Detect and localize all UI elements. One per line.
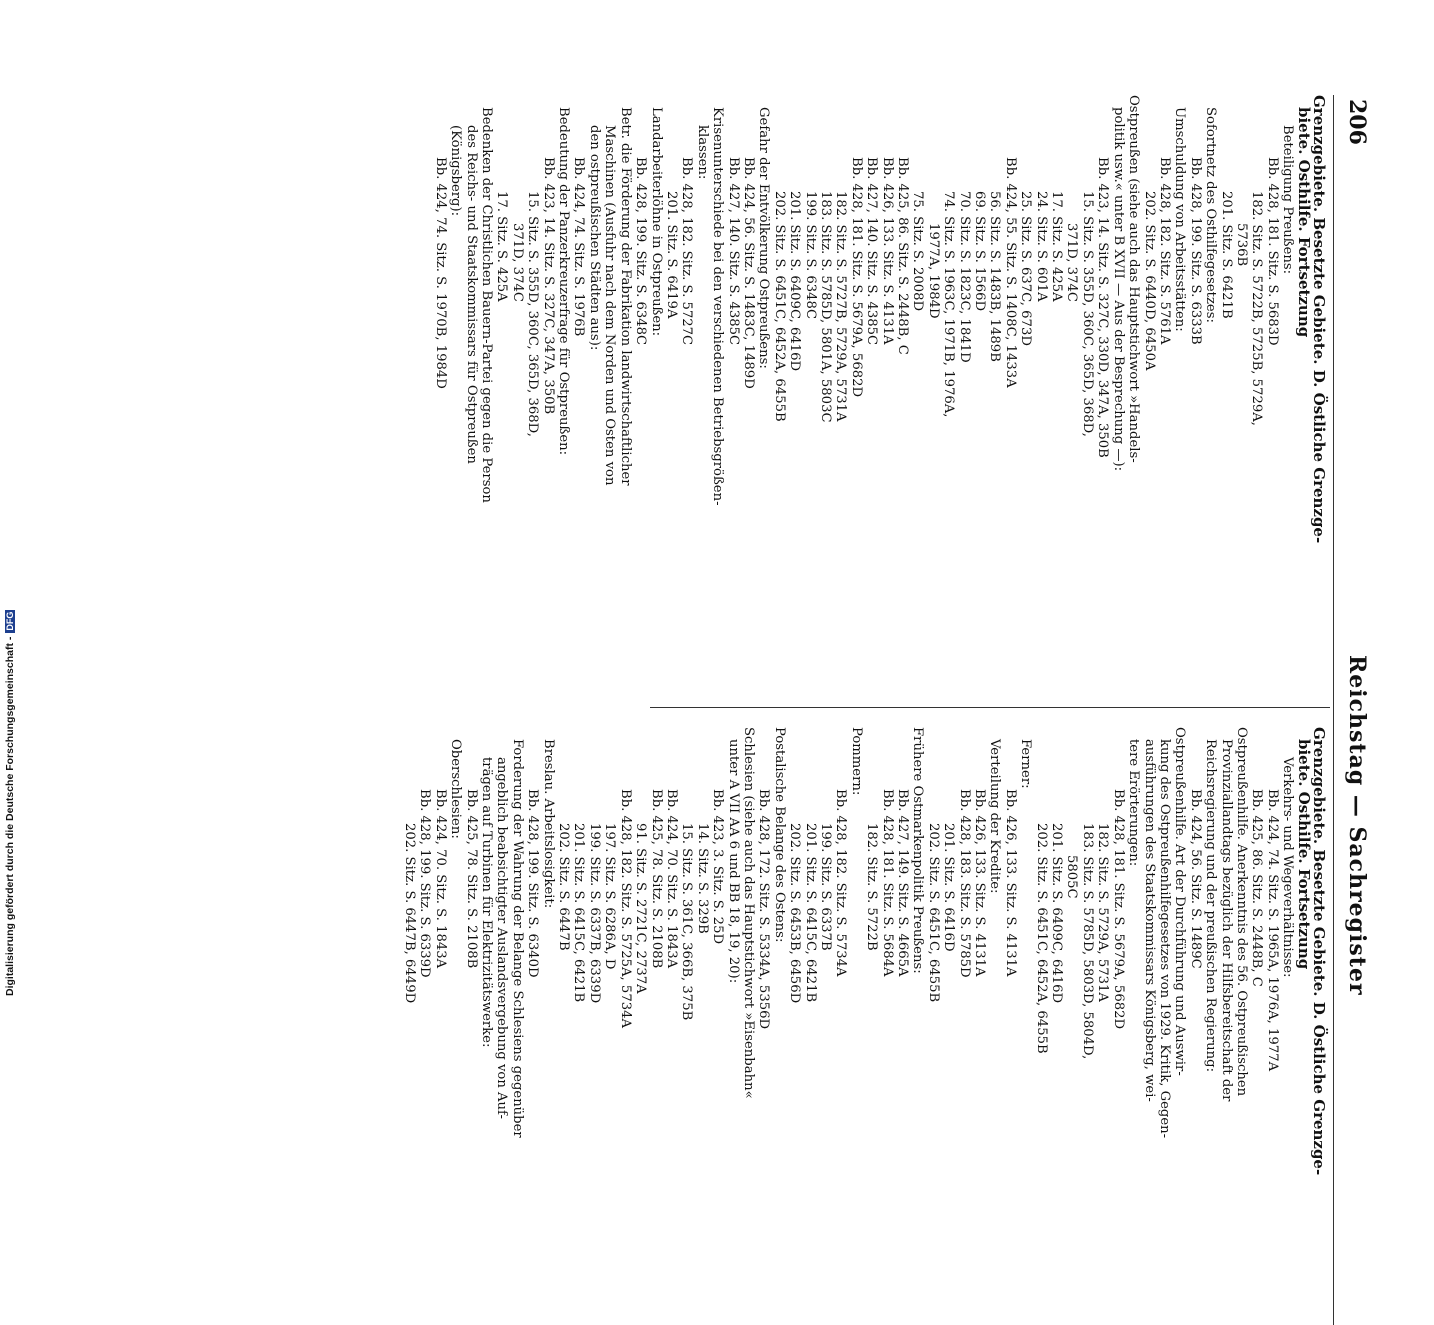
left-column-line: Umschuldung von Arbeitsstätten: — [1172, 107, 1188, 332]
left-column-line: Bb. 425, 86. Sitz. S. 2448B, C — [895, 157, 911, 355]
left-column-line: Bb. 424, 55. Sitz. S. 1408C, 1433A — [1002, 157, 1018, 388]
right-column-line: Bb. 424, 74. Sitz. S. 1965A, 1976A, 1977A — [1264, 789, 1280, 1072]
right-column-line: Verkehrs- und Wegeverhältnisse: — [1280, 757, 1296, 978]
left-column-line: Bb. 423, 14. Sitz. S. 327C, 330D, 347A, 350B — [1095, 157, 1111, 458]
left-column-line: 199. Sitz. S. 6348C — [802, 191, 818, 320]
right-column-line: Ferner: — [1018, 739, 1034, 789]
left-column-line: 1977A, 1984D — [925, 223, 941, 319]
right-column-line: Bb. 426, 133. Sitz. S. 4131A — [972, 789, 988, 977]
left-column-line: Bb. 428, 182. Sitz. S. 5761A — [1156, 157, 1172, 345]
dfg-logo: DFG — [5, 611, 15, 631]
left-column-line: Grenzgebiete. Besetzte Gebiete. D. Östliche Grenzge- — [1310, 95, 1328, 544]
right-column-line: angeblich beabsichtigter Auslandsvergebung von Auf- — [494, 757, 510, 1119]
left-column-line: 24. Sitz. S. 601A — [1033, 191, 1049, 302]
left-column-line: 70. Sitz. S. 1823C, 1841D — [956, 191, 972, 363]
right-column-line: Verteilung der Kredite: — [987, 739, 1003, 894]
right-column-line: Provinziallandtags bezüglich der Hilfsbereitschaft der — [1218, 739, 1234, 1102]
left-column-line: 5736B — [1233, 223, 1249, 267]
right-column-line: Pommern: — [848, 727, 864, 796]
right-column-line: 197. Sitz. S. 6286A, D — [602, 823, 618, 970]
left-column-line: Bedenken der Christlichen Bauern-Partei gegen die Person — [479, 107, 495, 503]
right-column-line: 91. Sitz. S. 2721C, 2737A — [633, 823, 649, 994]
left-column-line: (Königsberg): — [448, 125, 464, 217]
left-column-line: Beteiligung Preußens: — [1280, 125, 1296, 275]
left-column — [432, 95, 1326, 685]
left-column-line: 17. Sitz. S. 425A — [494, 191, 510, 302]
left-column-line: Ostpreußen (siehe auch das Hauptstichwort »Handels- — [1126, 95, 1142, 463]
right-column-line: Breslau. Arbeitslosigkeit: — [540, 739, 556, 909]
left-column-line: Gefahr der Entvölkerung Ostpreußens: — [756, 107, 772, 369]
right-column-line: kung des Ostpreußenhilfegesetzes von 1929. Kritik, Gegen- — [1156, 739, 1172, 1139]
left-column-line: 74. Sitz. S. 1963C, 1971B, 1976A, — [941, 191, 957, 418]
right-column-line: Bb. 428, 182. Sitz. S. 5725A, 5734A — [617, 789, 633, 1029]
right-column-line: 14. Sitz. S. 329B — [694, 823, 710, 934]
right-column-line: Frühere Ostmarkenpolitik Preußens: — [910, 727, 926, 974]
right-column-line: 199. Sitz. S. 6337B — [818, 823, 833, 951]
right-column-line: 182. Sitz. S. 5722B — [864, 823, 880, 951]
right-column-line: 201. Sitz. S. 6416D — [941, 823, 957, 952]
left-column-line: Bb. 428, 181. Sitz. S. 5679A, 5682D — [848, 157, 864, 398]
left-column-line: Bb. 427, 140. Sitz. S. 4385C — [864, 157, 880, 346]
left-column-line: Bb. 428, 199. Sitz. S. 6333B — [1187, 157, 1203, 345]
right-column-line: biete. Osthilfe. Fortsetzung — [1294, 739, 1313, 970]
column-divider — [650, 707, 1330, 708]
left-column-line: klassen: — [694, 125, 710, 180]
right-column-line: 202. Sitz. S. 6451C, 6455B — [925, 823, 941, 1003]
right-column-line: Postalische Belange des Ostens: — [771, 727, 787, 943]
right-column-line: Forderung der Wahrung der Belange Schlesiens gegenüber — [509, 739, 525, 1138]
right-column-line: 202. Sitz. S. 6453B, 6456D — [787, 823, 803, 1004]
right-column-line: Bb. 428, 182. Sitz. S. 5734A — [833, 789, 849, 977]
left-column-line: Bb. 428, 181. Sitz. S. 5683D — [1264, 157, 1280, 346]
right-column-line: 202. Sitz. S. 6447B — [556, 823, 572, 951]
digitization-credit — [4, 610, 16, 996]
scanned-page — [140, 95, 1370, 1176]
right-column-line: Bb. 428, 199. Sitz. S. 6339D — [417, 789, 433, 978]
left-column-line: Bb. 423, 14. Sitz. S. 327C, 347A, 350B — [540, 157, 556, 415]
right-column-line: Bb. 424, 70. Sitz. S. 1843A — [432, 789, 448, 969]
left-column-line: Maschinen (Ausfuhr nach dem Norden und Osten von — [602, 125, 618, 486]
left-column-line: Bb. 427, 140. Sitz. S. 4385C — [725, 157, 741, 346]
right-column-line: Reichsregierung und der preußischen Regierung: — [1203, 739, 1219, 1073]
left-column-line: 56. Sitz. S. 1483B, 1489B — [987, 191, 1003, 362]
left-column-line: 15. Sitz. S. 355D, 360C, 365D, 368D, — [525, 191, 541, 437]
right-column-line: 201. Sitz. S. 6415C, 6421B — [571, 823, 587, 1003]
running-header — [1336, 95, 1370, 1325]
right-column-line: Bb. 425, 86. Sitz. S. 2448B, C — [1249, 789, 1265, 987]
left-column-line: 25. Sitz. S. 637C, 673D — [1018, 191, 1034, 346]
left-column-line: des Reichs- und Staatskommissars für Ostpreußen — [463, 125, 479, 464]
right-column-line: trägen auf Turbinen für Elektrizitätswerke: — [479, 757, 495, 1048]
right-column-line: Bb. 424, 56. Sitz. S. 1489C — [1187, 789, 1203, 969]
left-column-line: Bb. 428, 199. Sitz. S. 6348C — [633, 157, 649, 346]
left-column-line: 201. Sitz. S. 6421B — [1218, 191, 1234, 319]
left-column-line: 182. Sitz. S. 5727B, 5729A, 5731A — [833, 191, 849, 422]
page-content — [402, 95, 1370, 1325]
right-column-line: Bb. 428, 181. Sitz. S. 5679A, 5682D — [1110, 789, 1126, 1030]
right-column-line: 201. Sitz. S. 6409C, 6416D — [1049, 823, 1065, 1004]
left-column-line: 15. Sitz. S. 355D, 360C, 365D, 368D, — [1079, 191, 1095, 437]
right-column-line: Bb. 428, 181. Sitz. S. 5684A — [879, 789, 895, 977]
left-column-line: 17. Sitz. S. 425A — [1049, 191, 1065, 302]
credit-text: Digitalisierung gefördert durch die Deutsche Forschungsgemeinschaft - — [4, 636, 16, 996]
left-column-line: 183. Sitz. S. 5785D, 5801A, 5803C — [818, 191, 833, 423]
left-column-line: den ostpreußischen Städten aus): — [586, 125, 602, 351]
left-column-line: Betr. die Förderung der Fabrikation landwirtschaftlicher — [617, 107, 633, 486]
running-title: Reichstag — Sachregister — [1344, 655, 1370, 996]
left-column-line: 69. Sitz. S. 1566D — [972, 191, 988, 312]
right-column-line: Bb. 428, 172. Sitz. S. 5334A, 5356D — [756, 789, 772, 1030]
left-column-line: Krisenunterschiede bei den verschiedenen Betriebsgrößen- — [710, 107, 726, 506]
left-column-line: Bb. 424, 74. Sitz. S. 1976B — [571, 157, 587, 337]
left-column-line: Bb. 424, 74. Sitz. S. 1970B, 1984D — [432, 157, 448, 389]
left-column-line: Bedeutung der Panzerkreuzerfrage für Ostpreußen: — [556, 107, 572, 456]
left-column-line: politik usw.« unter B XVII — Aus der Besprechung —): — [1110, 107, 1126, 472]
right-column-line: Ostpreußenhilfe. Art der Durchführung und Auswir- — [1172, 727, 1188, 1076]
left-column-line: Bb. 428, 182. Sitz. S. 5727C — [679, 157, 695, 346]
page-number: 206 — [1344, 99, 1370, 145]
left-column-line: Bb. 424, 56. Sitz. S. 1483C, 1489D — [740, 157, 756, 389]
right-column-line: 5805C — [1064, 855, 1080, 899]
right-column-line: 15. Sitz. S. 361C, 366B, 375B — [679, 823, 695, 1021]
left-column-line: 201. Sitz. S. 6419A — [663, 191, 679, 319]
left-column-line: 202. Sitz. S. 6440D, 6450A — [1141, 191, 1157, 371]
left-column-line: Sofortnetz des Osthilfegesetzes: — [1203, 107, 1219, 323]
left-column-line: 202. Sitz. S. 6451C, 6452A, 6455B — [771, 191, 787, 422]
left-column-line: 371D, 374C — [1064, 223, 1080, 302]
right-column-line: 199. Sitz. S. 6337B, 6339D — [586, 823, 602, 1004]
right-column-line: Bb. 428, 183. Sitz. S. 5785D — [956, 789, 972, 978]
right-column-line: Ostpreußenhilfe. Anerkenntnis des 56. Ostpreußischen — [1233, 727, 1249, 1097]
right-column-line: Bb. 425, 78. Sitz. S. 2108B — [648, 789, 664, 969]
right-column-line: 202. Sitz. S. 6451C, 6452A, 6455B — [1033, 823, 1049, 1054]
right-column-line: 202. Sitz. S. 6447B, 6449D — [402, 823, 418, 1004]
right-column-line: Schlesien (siehe auch das Hauptstichwort »Eisenbahn« — [740, 727, 756, 1099]
left-column-line: 201. Sitz. S. 6409C, 6416D — [787, 191, 803, 372]
right-column-line: Bb. 427, 149. Sitz. S. 4665A — [895, 789, 911, 977]
right-column-line: 182. Sitz. S. 5729A, 5731A — [1095, 823, 1111, 1002]
header-rule — [1333, 95, 1334, 1325]
right-column-line: 183. Sitz. S. 5785D, 5803D, 5804D, — [1079, 823, 1095, 1060]
right-column-line: Grenzgebiete. Besetzte Gebiete. D. Östliche Grenzge- — [1310, 727, 1328, 1176]
left-column-line: Bb. 426, 133. Sitz. S. 4131A — [879, 157, 895, 345]
left-column-line: 182. Sitz. S. 5722B, 5725B, 5729A, — [1249, 191, 1265, 426]
right-column-line: 201. Sitz. S. 6415C, 6421B — [802, 823, 818, 1003]
right-column-line: ausführungen des Staatskommissars Königsberg, wei- — [1141, 739, 1157, 1102]
right-column-line: Bb. 425, 78. Sitz. S. 2108B — [463, 789, 479, 969]
right-column-line: unter A VII AA 6 und BB 18, 19, 20): — [725, 739, 741, 984]
left-column-line: Landarbeiterlöhne in Ostpreußen: — [648, 107, 664, 337]
right-column-line: Oberschlesien: — [448, 739, 464, 839]
right-column-line: Bb. 426, 133. Sitz. S. 4131A — [1002, 789, 1018, 977]
left-column-line: 75. Sitz. S. 2008D — [910, 191, 926, 312]
right-column-line: Bb. 423, 3. Sitz. S. 25D — [710, 789, 726, 945]
right-column-line: tere Erörterungen: — [1126, 739, 1142, 867]
left-column-line: 371D, 374C — [509, 223, 525, 302]
left-column-line: biete. Osthilfe. Fortsetzung — [1294, 107, 1313, 338]
right-column-line: Bb. 424, 70. Sitz. S. 1843A — [663, 789, 679, 969]
right-column — [402, 727, 1326, 1317]
right-column-line: Bb. 428, 199. Sitz. S. 6340D — [525, 789, 541, 978]
